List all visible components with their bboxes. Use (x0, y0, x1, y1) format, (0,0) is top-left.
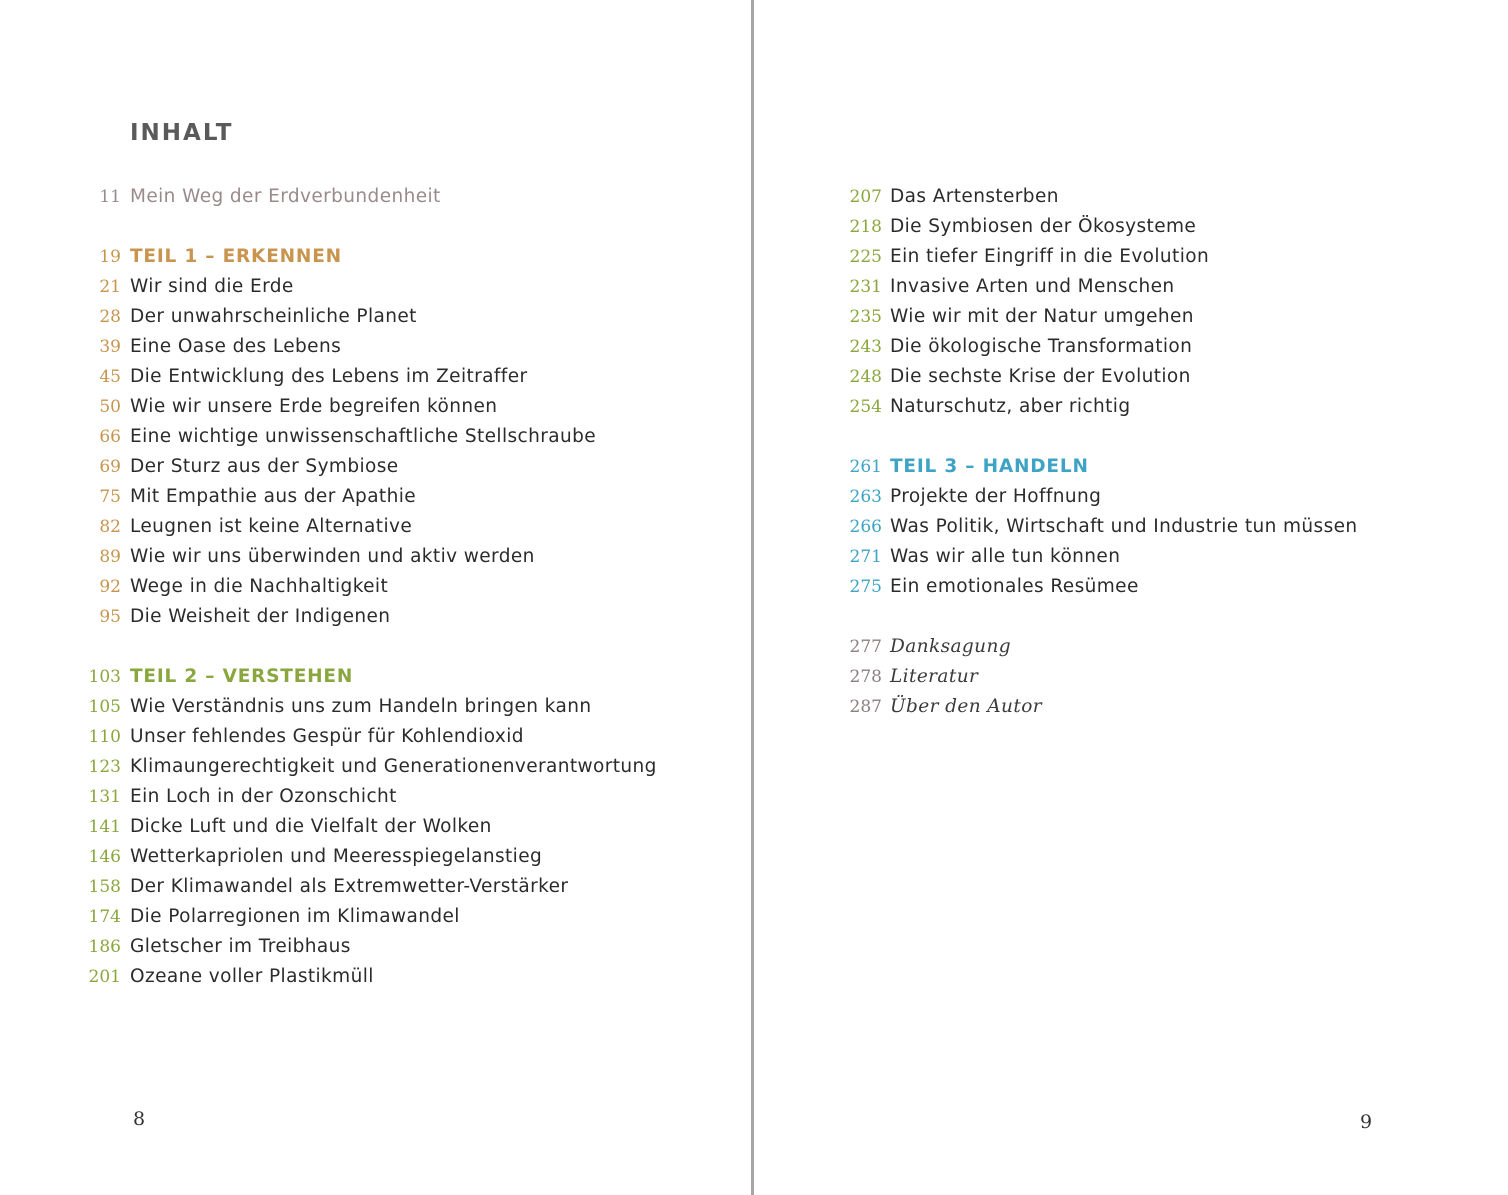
toc-entry-title: Ein emotionales Resümee (890, 576, 1139, 597)
toc-entry-title: Eine Oase des Lebens (130, 336, 342, 357)
toc-page-number: 271 (849, 547, 882, 567)
toc-entry-title: Über den Autor (890, 696, 1042, 717)
toc-page-number: 235 (849, 307, 882, 327)
toc-page-number: 82 (99, 517, 121, 537)
toc-page-number: 28 (99, 307, 121, 327)
toc-page-number: 261 (849, 457, 882, 477)
toc-page-number: 218 (849, 217, 882, 237)
toc-page-number: 123 (88, 757, 121, 777)
toc-page-number: 69 (99, 457, 121, 477)
left-page (0, 0, 752, 1195)
toc-entry-title: Der unwahrscheinliche Planet (130, 306, 417, 327)
toc-entry-title: Wie wir mit der Natur umgehen (890, 306, 1194, 327)
toc-entry-title: Naturschutz, aber richtig (890, 396, 1131, 417)
toc-page-number: 45 (99, 367, 121, 387)
toc-heading: INHALT (130, 120, 234, 146)
toc-page-number: 110 (88, 727, 121, 747)
toc-entry-title: Dicke Luft und die Vielfalt der Wolken (130, 816, 492, 837)
toc-entry-title: Gletscher im Treibhaus (130, 936, 351, 957)
toc-entry-title: TEIL 2 – VERSTEHEN (130, 666, 354, 687)
toc-entry-title: Klimaungerechtigkeit und Generationenverantwortung (130, 756, 657, 777)
toc-page-number: 287 (849, 697, 882, 717)
toc-page-number: 243 (849, 337, 882, 357)
toc-entry-title: Wie wir uns überwinden und aktiv werden (130, 546, 535, 567)
toc-entry-title: Wege in die Nachhaltigkeit (130, 576, 389, 597)
toc-entry-title: Die ökologische Transformation (890, 336, 1193, 357)
toc-page-number: 201 (88, 967, 121, 987)
toc-entry-title: Wie wir unsere Erde begreifen können (130, 396, 498, 417)
toc-entry-title: TEIL 1 – ERKENNEN (130, 246, 342, 267)
toc-page-number: 278 (849, 667, 882, 687)
toc-page-number: 39 (99, 337, 121, 357)
toc-page-number: 95 (99, 607, 121, 627)
page-number-right: 9 (1360, 1111, 1373, 1133)
toc-page-number: 141 (88, 817, 121, 837)
toc-page-number: 277 (849, 637, 882, 657)
toc-page-number: 266 (849, 517, 882, 537)
toc-entry-title: Die Entwicklung des Lebens im Zeitraffer (130, 366, 528, 387)
toc-entry-title: Der Klimawandel als Extremwetter-Verstärker (130, 876, 569, 897)
toc-page-number: 248 (849, 367, 882, 387)
toc-page-number: 158 (88, 877, 121, 897)
toc-entry-title: Wie Verständnis uns zum Handeln bringen kann (130, 696, 592, 717)
toc-entry-title: Was Politik, Wirtschaft und Industrie tun müssen (890, 516, 1358, 537)
toc-page-number: 75 (99, 487, 121, 507)
toc-entry-title: Unser fehlendes Gespür für Kohlendioxid (130, 726, 524, 747)
toc-entry-title: Die Weisheit der Indigenen (130, 606, 391, 627)
toc-entry-title: Ozeane voller Plastikmüll (130, 966, 374, 987)
toc-entry-title: Ein tiefer Eingriff in die Evolution (890, 246, 1210, 267)
toc-entry-title: Die Polarregionen im Klimawandel (130, 906, 460, 927)
toc-page-number: 50 (99, 397, 121, 417)
toc-page-number: 131 (88, 787, 121, 807)
toc-entry-title: Invasive Arten und Menschen (890, 276, 1175, 297)
toc-page-number: 66 (99, 427, 121, 447)
toc-page-number: 103 (88, 667, 121, 687)
toc-page-number: 174 (88, 907, 121, 927)
toc-entry-title: Mit Empathie aus der Apathie (130, 486, 417, 507)
toc-page-number: 89 (99, 547, 121, 567)
toc-page-number: 275 (849, 577, 882, 597)
toc-entry-title: Die sechste Krise der Evolution (890, 366, 1191, 387)
toc-page-number: 105 (88, 697, 121, 717)
toc-page-number: 225 (849, 247, 882, 267)
toc-entry-title: Mein Weg der Erdverbundenheit (130, 186, 441, 207)
toc-entry-title: Das Artensterben (890, 186, 1059, 207)
toc-entry-title: Projekte der Hoffnung (890, 486, 1102, 507)
toc-page-number: 21 (99, 277, 121, 297)
toc-page-number: 92 (99, 577, 121, 597)
toc-page-number: 11 (99, 187, 121, 207)
page-number-left: 8 (133, 1108, 146, 1130)
toc-entry-title: Der Sturz aus der Symbiose (130, 456, 399, 477)
toc-entry-title: Wetterkapriolen und Meeresspiegelanstieg (130, 846, 543, 867)
toc-entry-title: Die Symbiosen der Ökosysteme (890, 216, 1197, 237)
toc-page-number: 186 (88, 937, 121, 957)
toc-page-number: 263 (849, 487, 882, 507)
toc-page-number: 254 (849, 397, 882, 417)
toc-entry-title: Was wir alle tun können (890, 546, 1121, 567)
toc-entry-title: Ein Loch in der Ozonschicht (130, 786, 397, 807)
toc-page-number: 231 (849, 277, 882, 297)
toc-entry-title: Eine wichtige unwissenschaftliche Stellschraube (130, 426, 597, 447)
toc-entry-title: Literatur (890, 666, 979, 687)
toc-page-number: 19 (99, 247, 121, 267)
toc-page-number: 207 (849, 187, 882, 207)
toc-page-number: 146 (88, 847, 121, 867)
toc-entry-title: TEIL 3 – HANDELN (890, 456, 1089, 477)
toc-entry-title: Danksagung (890, 636, 1012, 657)
toc-entry-title: Leugnen ist keine Alternative (130, 516, 413, 537)
toc-entry-title: Wir sind die Erde (130, 276, 294, 297)
